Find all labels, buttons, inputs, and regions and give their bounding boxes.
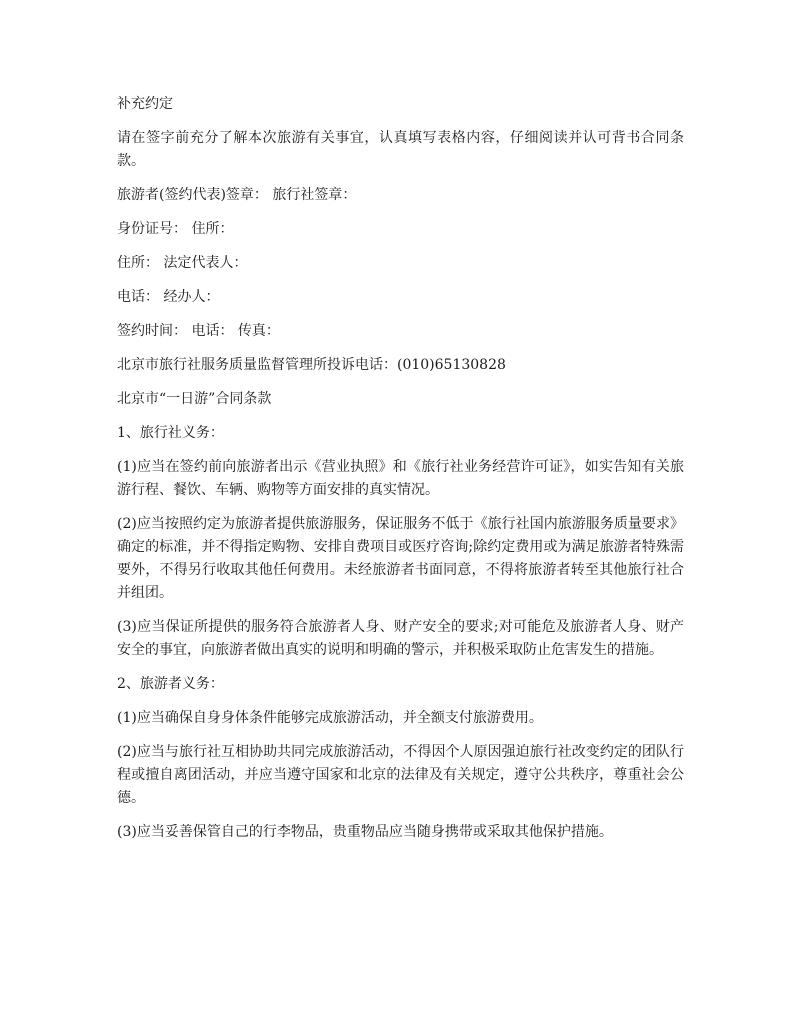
document-page — [117, 93, 684, 855]
tourist-obligations-heading: 2、旅游者义务： — [117, 676, 224, 692]
signing-notice: 请在签字前充分了解本次旅游有关事宜，认真填写表格内容，仔细阅读并认可背书合同条款。 — [117, 130, 684, 169]
address-legal-rep-line: 住所： 法定代表人： — [117, 255, 248, 271]
agency-obligation-2: (2)应当按照约定为旅游者提供旅游服务，保证服务不低于《旅行社国内旅游服务质量要求》确定的标准，并不得指定购物、安排自费项目或医疗咨询;除约定费用或为满足旅游者特殊需要外，不得另行收取其他任何费用。未经旅游者书面同意，不得将旅游者转至其他旅行社合并组团。 — [117, 516, 684, 601]
tourist-obligation-2: (2)应当与旅行社互相协助共同完成旅游活动，不得因个人原因强迫旅行社改变约定的团队行程或擅自离团活动，并应当遵守国家和北京的法律及有关规定，遵守公共秩序，尊重社会公德。 — [117, 744, 684, 806]
tourist-obligation-1: (1)应当确保自身身体条件能够完成旅游活动，并全额支付旅游费用。 — [117, 710, 543, 726]
complaint-phone-line: 北京市旅行社服务质量监督管理所投诉电话：(010)65130828 — [117, 357, 506, 373]
agency-obligation-1: (1)应当在签约前向旅游者出示《营业执照》和《旅行社业务经营许可证》，如实告知有关旅游行程、餐饮、车辆、购物等方面安排的真实情况。 — [117, 459, 684, 498]
tourist-obligation-3: (3)应当妥善保管自己的行李物品，贵重物品应当随身携带或采取其他保护措施。 — [117, 824, 613, 840]
heading-supplementary-agreement: 补充约定 — [117, 96, 173, 112]
id-number-address-line: 身份证号： 住所： — [117, 221, 234, 237]
signature-line-tourist-agency: 旅游者(签约代表)签章： 旅行社签章： — [117, 187, 357, 203]
phone-handler-line: 电话： 经办人： — [117, 289, 220, 305]
section-title-contract-terms: 北京市“一日游”合同条款 — [117, 391, 272, 407]
agency-obligations-heading: 1、旅行社义务： — [117, 425, 224, 441]
signing-time-line: 签约时间： 电话： 传真： — [117, 323, 280, 339]
agency-obligation-3: (3)应当保证所提供的服务符合旅游者人身、财产安全的要求;对可能危及旅游者人身、财产安全的事宜，向旅游者做出真实的说明和明确的警示，并积极采取防止危害发生的措施。 — [117, 619, 684, 658]
